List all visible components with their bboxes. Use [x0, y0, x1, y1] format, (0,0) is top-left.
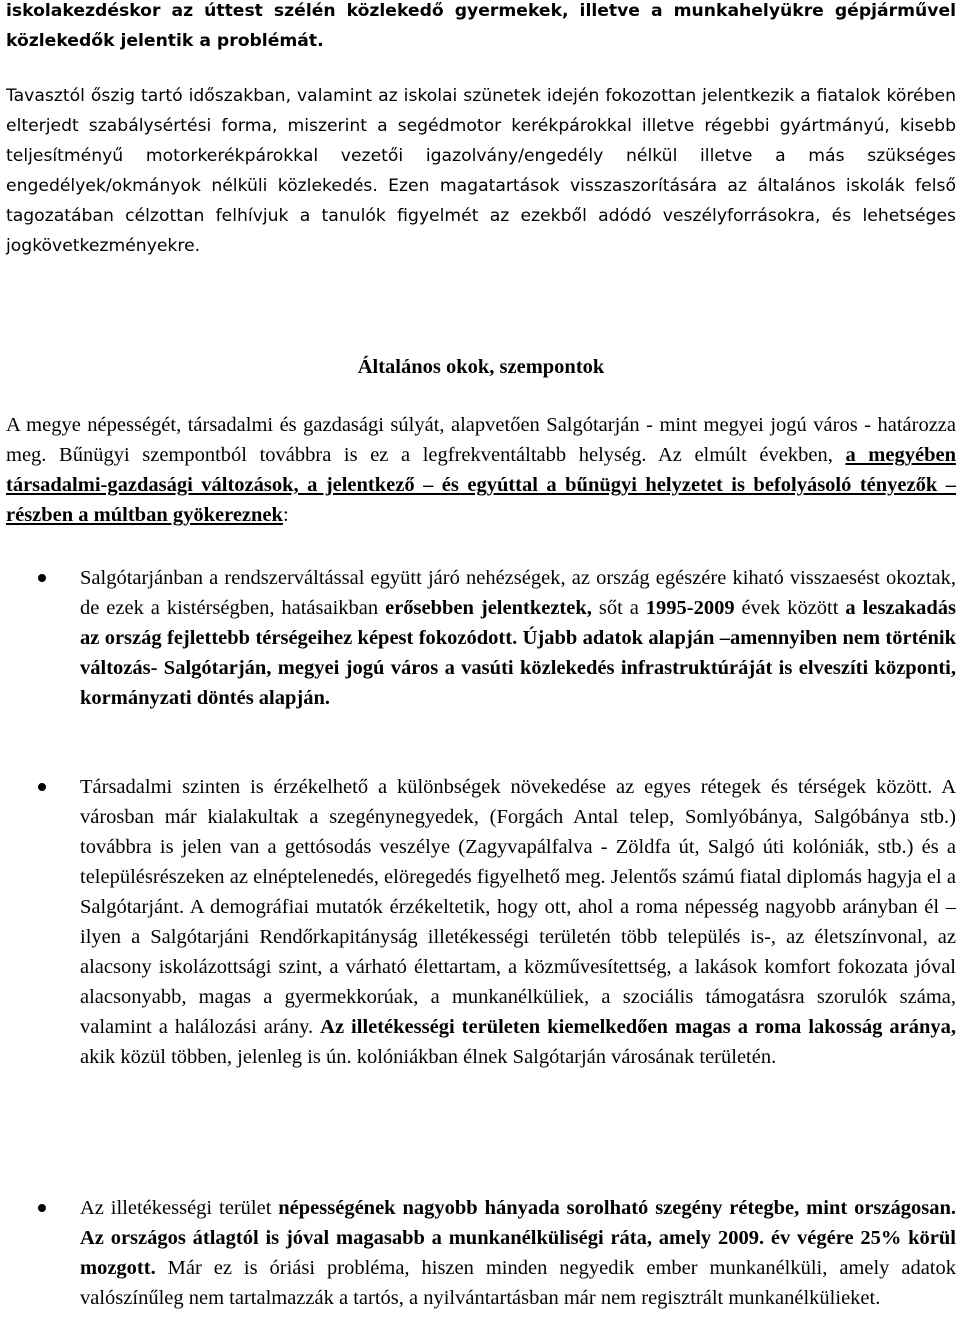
- bullet-text: [80, 1193, 956, 1313]
- b1-text-3: évek között: [734, 597, 846, 619]
- b2-bold: Az illetékességi területen kiemelkedően magas a roma lakosság aránya,: [320, 1016, 956, 1038]
- b3-text-2: Már ez is óriási probléma, hiszen minden negyedik ember munkanélküli, amely adatok valószínűleg nem tartalmazzák a tartós, a nyilvántartásban már nem regisztrált munkanélkülieket.: [80, 1257, 956, 1309]
- b1-bold-1: erősebben jelentkeztek,: [385, 597, 592, 619]
- b1-years: 1995-2009: [645, 597, 735, 619]
- b2-text-1: Társadalmi szinten is érzékelhető a különbségek növekedése az egyes rétegek és térségek között. A városban már kialakultak a szegénynegyedek, (Forgách Antal telep, Somlyóbánya, Salgóbánya stb.) továbbra is jelen van a gettósodás veszélye (Zagyvapálfalva - Zöldfa út, Salgó úti kolóniák, stb.) és a településrészeken az elnéptelenedés, elöregedés figyelhető meg. Jelentős számú fiatal diplomás hagyja el a Salgótarjánt. A demográfiai mutatók érzékeltetik, hogy ott, ahol a roma népesség nagyobb arányban él –ilyen a Salgótarjáni Rendőrkapitányság illetékességi területén több település is-, az életszínvonal, az alacsony iskolázottsági szint, a várható élettartam, a közművesítettség, a lakások komfort fokozata jóval alacsonyabb, magas a gyermekkorúak, a munkanélküliek, a szociális támogatásra szorulók száma, valamint a halálozási arány.: [80, 776, 956, 1038]
- bullet-icon: [38, 574, 46, 582]
- bullet-text: [80, 772, 956, 1072]
- b2-text-2: akik közül többen, jelenleg is ún. kolóniákban élnek Salgótarján városának területén.: [80, 1046, 777, 1068]
- section-heading: Általános okok, szempontok: [357, 356, 605, 378]
- b3-text-1: Az illetékességi terület: [80, 1197, 279, 1219]
- intro-paragraph: iskolakezdéskor az úttest szélén közlekedő gyermekek, illetve a munkahelyükre gépjárművel közlekedők jelentik a problémát.: [6, 1, 956, 51]
- b1-text-2: sőt a: [591, 597, 646, 619]
- bullet-text: [80, 563, 956, 713]
- para2-text-1: A megye népességét, társadalmi és gazdasági súlyát, alapvetően Salgótarján - mint megyei jogú város - határozza meg. Bűnügyi szempontból továbbra is ez a legfrekventáltabb helység. Az elmúlt években,: [6, 414, 956, 466]
- traffic-paragraph: Tavasztól őszig tartó időszakban, valamint az iskolai szünetek idején fokozottan jelentkezik a fiatalok körében elterjedt szabálysértési forma, miszerint a segédmotor kerékpárokkal illetve régebbi gyártmányú, kisebb teljesítményű motorkerékpárokkal vezetői igazolvány/engedély nélkül illetve a más szükséges engedélyek/okmányok nélküli közlekedés. Ezen magatartások visszaszorítására az általános iskolák felső tagozatában célzottan felhívjuk a tanulók figyelmét az ezekből adódó veszélyforrásokra, és lehetséges jogkövetkezményekre.: [6, 86, 956, 256]
- b1-bold-2: a leszakadás az ország fejlettebb térségeihez képest fokozódott. Újabb adatok alapján –amennyiben nem történik változás- Salgótarján, megyei jogú város a vasúti közlekedés infrastruktúráját is elveszíti központi, kormányzati döntés alapján.: [80, 597, 956, 709]
- b1-text-1: Salgótarjánban a rendszerváltással együtt járó nehézségek, az ország egészére kiható visszaesést okoztak, de ezek a kistérségben, hatásaikban: [80, 567, 956, 619]
- para2-text-2: :: [282, 504, 289, 526]
- bullet-icon: [38, 783, 46, 791]
- para2-emphasis: a megyében társadalmi-gazdasági változások, a jelentkező – és egyúttal a bűnügyi helyzetet is befolyásoló tényezők – részben a múltban gyökereznek: [6, 444, 956, 526]
- b3-bold: népességének nagyobb hányada sorolható szegény rétegbe, mint országosan. Az országos átlagtól is jóval magasabb a munkanélküliségi ráta, amely 2009. év végére 25% körül mozgott.: [80, 1197, 956, 1279]
- general-causes-paragraph: [6, 410, 956, 530]
- bullet-icon: [38, 1204, 46, 1212]
